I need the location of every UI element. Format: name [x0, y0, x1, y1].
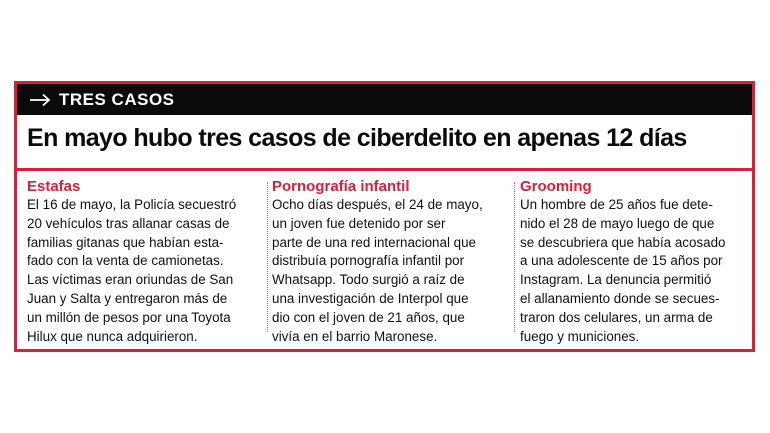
case-text-line: 20 vehículos tras allanar casas de	[27, 215, 230, 231]
case-text-line: fado con la venta de camionetas.	[27, 253, 224, 269]
section-tag-bar	[17, 84, 752, 115]
section-tag-label: TRES CASOS	[59, 89, 175, 109]
column-separator	[514, 182, 515, 332]
case-column-estafas	[27, 178, 257, 346]
case-title: Estafas	[27, 178, 81, 195]
case-text-line: a una adolescente de 15 años por	[520, 253, 723, 269]
case-text-line: nido el 28 de mayo luego de que	[520, 215, 715, 231]
case-body	[272, 196, 502, 346]
case-text-line: familias gitanas que habían esta-	[27, 234, 224, 250]
case-text-line: traron dos celulares, un arma de	[520, 309, 713, 325]
case-text-line: distribuía pornografía infantil por	[272, 253, 465, 269]
case-text-line: se descubriera que había acosado	[520, 234, 726, 250]
case-text-line: Whatsapp. Todo surgió a raíz de	[272, 272, 465, 288]
info-box	[14, 81, 755, 352]
case-title: Grooming	[520, 178, 592, 195]
case-text-line: Las víctimas eran oriundas de San	[27, 272, 234, 288]
case-text-line: Un hombre de 25 años fue dete-	[520, 197, 713, 212]
case-text-line: un joven fue detenido por ser	[272, 215, 446, 231]
headline: En mayo hubo tres casos de ciberdelito en apenas 12 días	[27, 124, 687, 152]
case-body	[27, 196, 257, 346]
headline-divider	[17, 168, 752, 171]
case-text-line: parte de una red internacional que	[272, 234, 476, 250]
case-column-grooming	[520, 178, 745, 346]
case-text-line: una investigación de Interpol que	[272, 290, 469, 306]
case-text-line: El 16 de mayo, la Policía secuestró	[27, 197, 237, 212]
case-text-line: el allanamiento donde se secues-	[520, 290, 720, 306]
case-column-pornografia	[272, 178, 502, 346]
case-text-line: un millón de pesos por una Toyota	[27, 309, 231, 325]
case-text-line: dio con el joven de 21 años, que	[272, 309, 465, 325]
case-text-line: vivía en el barrio Maronese.	[272, 328, 438, 344]
case-text-line: fuego y municiones.	[520, 328, 640, 344]
column-separator	[267, 182, 268, 332]
case-text-line: Juan y Salta y entregaron más de	[27, 290, 228, 306]
case-body	[520, 196, 745, 346]
case-title: Pornografía infantil	[272, 178, 410, 195]
case-text-line: Ocho días después, el 24 de mayo,	[272, 197, 483, 212]
case-text-line: Hilux que nunca adquirieron.	[27, 328, 198, 344]
arrow-right-icon	[29, 93, 51, 107]
case-text-line: Instagram. La denuncia permitió	[520, 272, 712, 288]
